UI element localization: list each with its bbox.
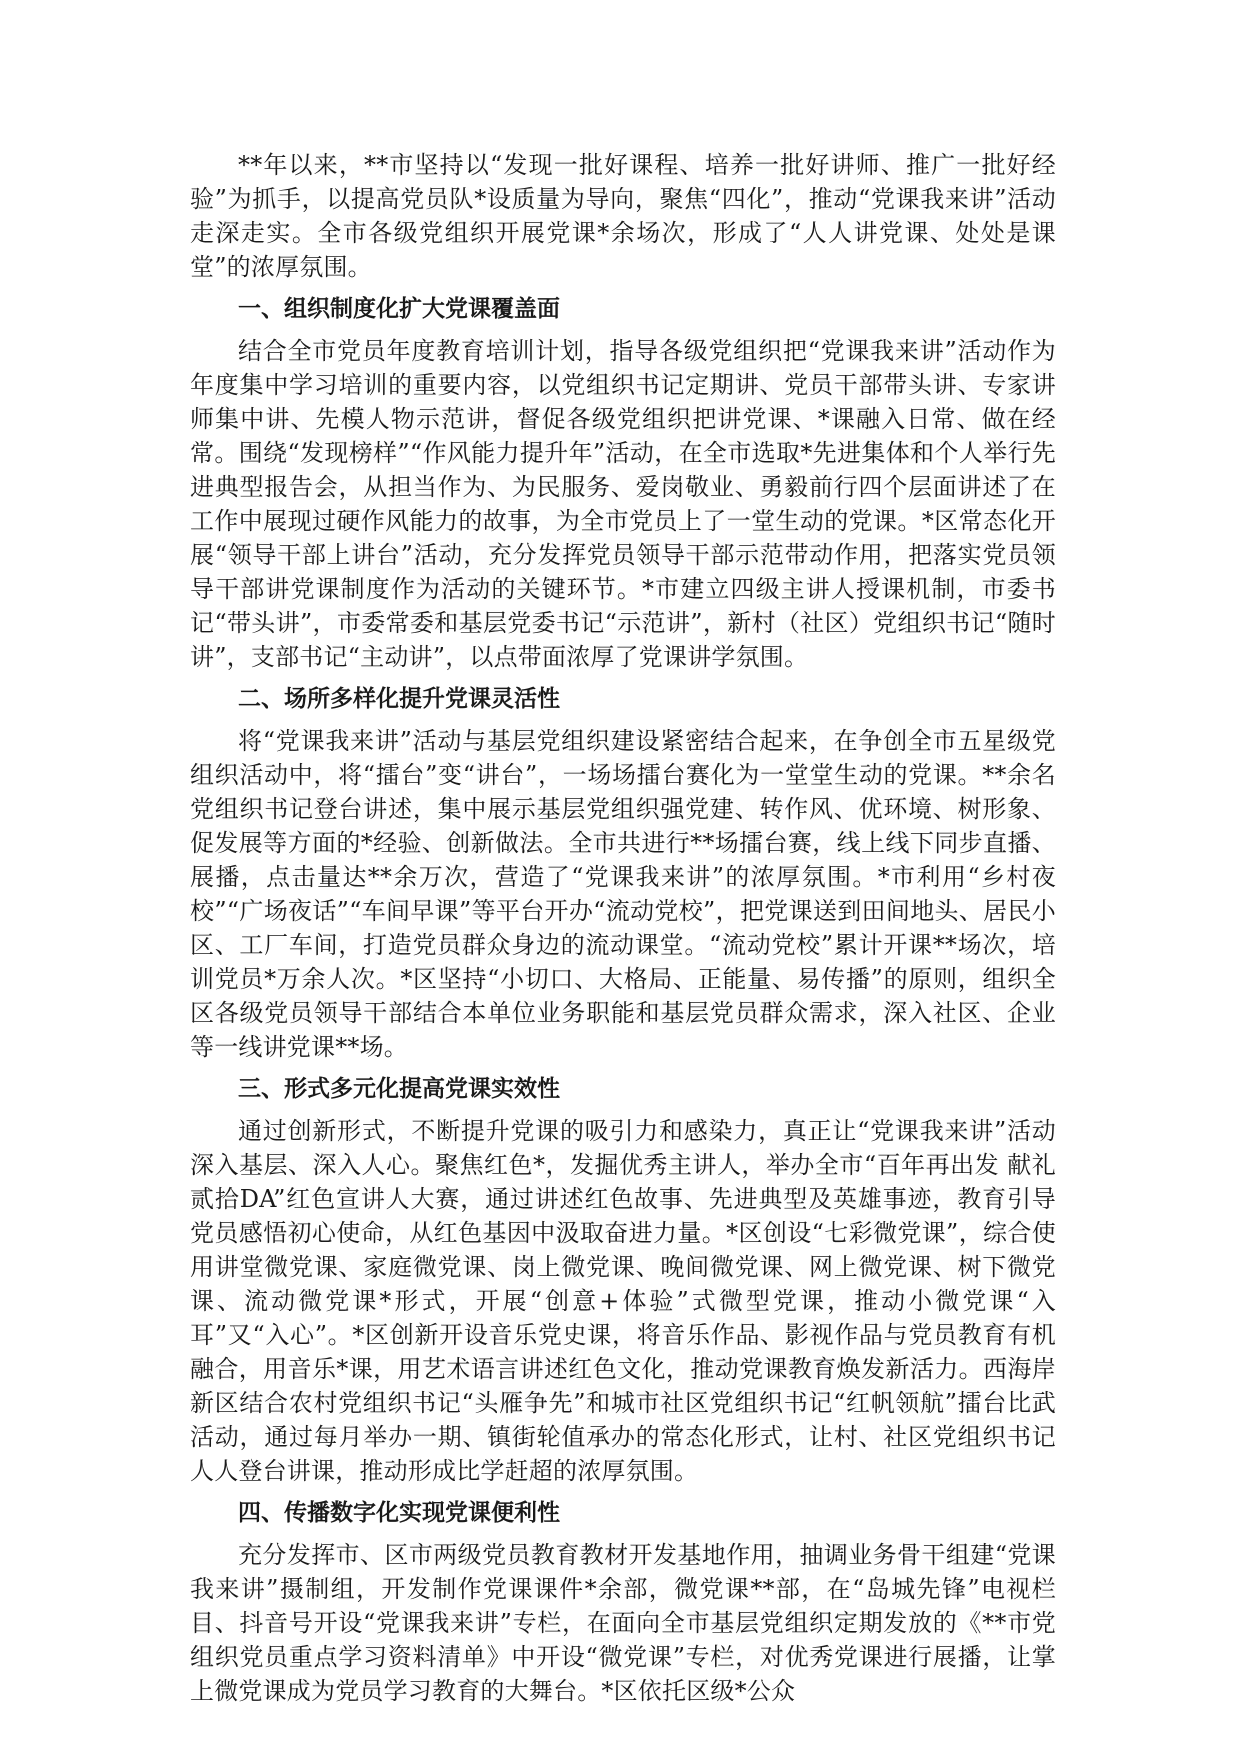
section-3-body: 通过创新形式，不断提升党课的吸引力和感染力，真正让“党课我来讲”活动深入基层、深入人心。聚焦红色*，发掘优秀主讲人，举办全市“百年再出发 献礼贰拾DA”红色宣讲人大赛，通过讲述红色故事、先进典型及英雄事迹，教育引导党员感悟初心使命，从红色基因中汲取奋进力量。*区创设“七彩微党课”，综合使用讲堂微党课、家庭微党课、岗上微党课、晚间微党课、网上微党课、树下微党课、流动微党课*形式，开展“创意+体验”式微型党课，推动小微党课“入耳”又“入心”。*区创新开设音乐党史课，将音乐作品、影视作品与党员教育有机融合，用音乐*课，用艺术语言讲述红色文化，推动党课教育焕发新活力。西海岸新区结合农村党组织书记“头雁争先”和城市社区党组织书记“红帆领航”擂台比武活动，通过每月举办一期、镇街轮值承办的常态化形式，让村、社区党组织书记人人登台讲课，推动形成比学赶超的浓厚氛围。: [190, 1117, 1056, 1485]
intro-paragraph: **年以来，**市坚持以“发现一批好课程、培养一批好讲师、推广一批好经验”为抓手，以提高党员队*设质量为导向，聚焦“四化”，推动“党课我来讲”活动走深走实。全市各级党组织开展党课*余场次，形成了“人人讲党课、处处是课堂”的浓厚氛围。: [190, 151, 1056, 281]
section-4-body: 充分发挥市、区市两级党员教育教材开发基地作用，抽调业务骨干组建“党课我来讲”摄制组，开发制作党课课件*余部，微党课**部，在“岛城先锋”电视栏目、抖音号开设“党课我来讲”专栏，在面向全市基层党组织定期发放的《**市党组织党员重点学习资料清单》中开设“微党课”专栏，对优秀党课进行展播，让掌上微党课成为党员学习教育的大舞台。*区依托区级*公众: [190, 1541, 1056, 1705]
section-2-body: 将“党课我来讲”活动与基层党组织建设紧密结合起来，在争创全市五星级党组织活动中，将“擂台”变“讲台”，一场场擂台赛化为一堂堂生动的党课。**余名党组织书记登台讲述，集中展示基层党组织强党建、转作风、优环境、树形象、促发展等方面的*经验、创新做法。全市共进行**场擂台赛，线上线下同步直播、展播，点击量达**余万次，营造了“党课我来讲”的浓厚氛围。*市利用“乡村夜校”“广场夜话”“车间早课”等平台开办“流动党校”，把党课送到田间地头、居民小区、工厂车间，打造党员群众身边的流动课堂。“流动党校”累计开课**场次，培训党员*万余人次。*区坚持“小切口、大格局、正能量、易传播”的原则，组织全区各级党员领导干部结合本单位业务职能和基层党员群众需求，深入社区、企业等一线讲党课**场。: [190, 727, 1056, 1061]
section-3-heading: 三、形式多元化提高党课实效性: [238, 1076, 560, 1102]
section-1-heading: 一、组织制度化扩大党课覆盖面: [238, 296, 560, 322]
section-4-heading: 四、传播数字化实现党课便利性: [238, 1500, 560, 1526]
section-2-heading: 二、场所多样化提升党课灵活性: [238, 686, 560, 712]
document-page: [190, 148, 1056, 1708]
section-1-body: 结合全市党员年度教育培训计划，指导各级党组织把“党课我来讲”活动作为年度集中学习培训的重要内容，以党组织书记定期讲、党员干部带头讲、专家讲师集中讲、先模人物示范讲，督促各级党组织把讲党课、*课融入日常、做在经常。围绕“发现榜样”“作风能力提升年”活动，在全市选取*先进集体和个人举行先进典型报告会，从担当作为、为民服务、爱岗敬业、勇毅前行四个层面讲述了在工作中展现过硬作风能力的故事，为全市党员上了一堂生动的党课。*区常态化开展“领导干部上讲台”活动，充分发挥党员领导干部示范带动作用，把落实党员领导干部讲党课制度作为活动的关键环节。*市建立四级主讲人授课机制，市委书记“带头讲”，市委常委和基层党委书记“示范讲”，新村（社区）党组织书记“随时讲”，支部书记“主动讲”，以点带面浓厚了党课讲学氛围。: [190, 337, 1056, 671]
